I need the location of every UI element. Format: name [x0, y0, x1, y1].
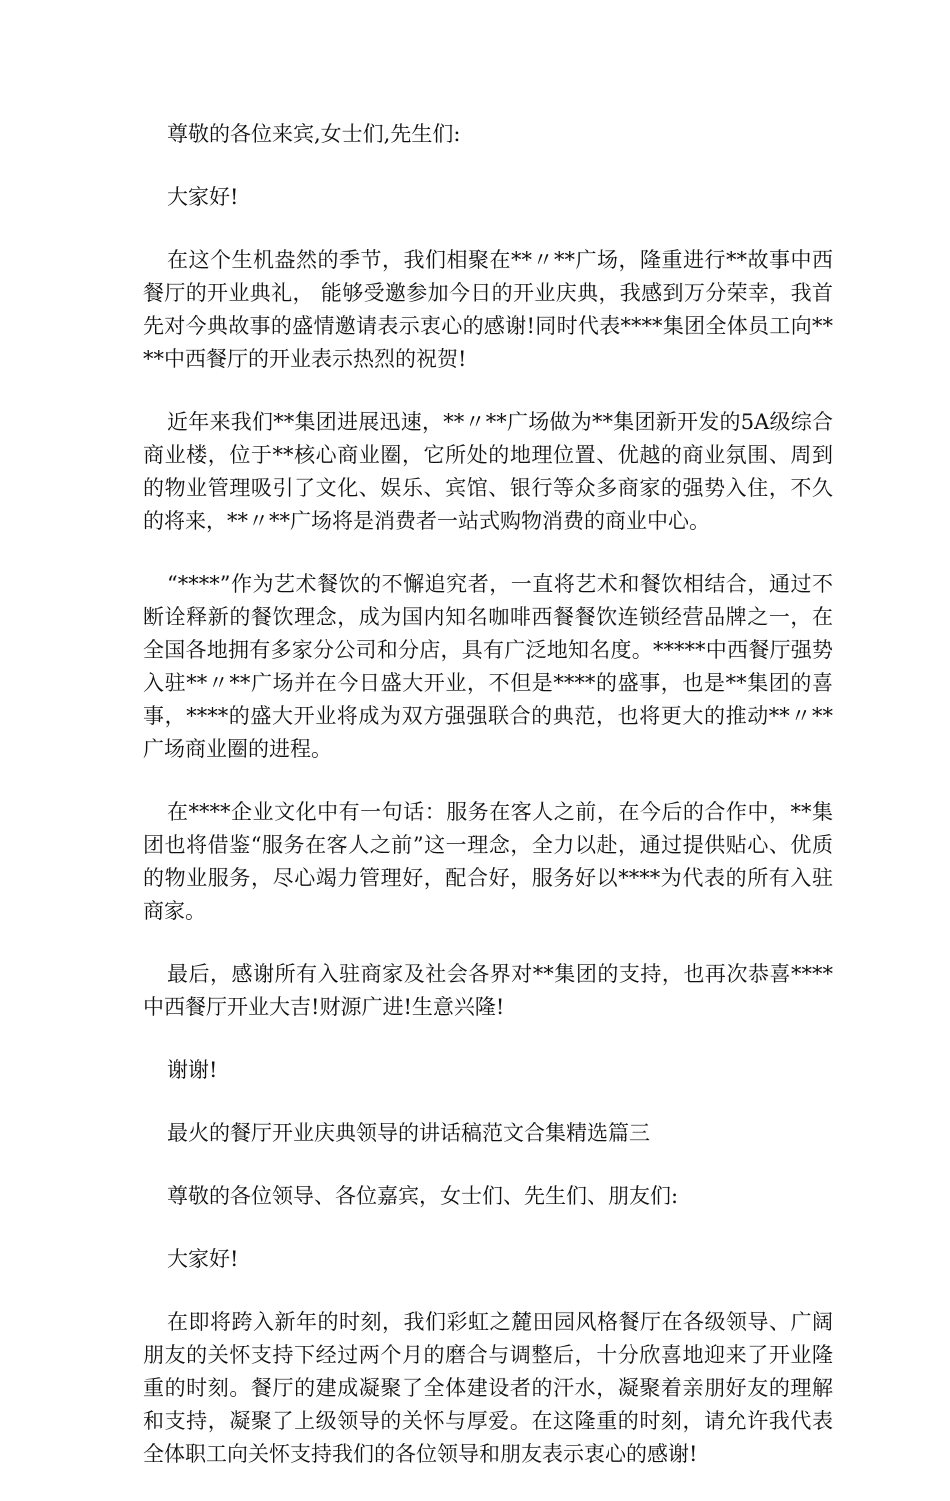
body-paragraph: 在****企业文化中有一句话：服务在客人之前，在今后的合作中，**集团也将借鉴“服务在客人之前”这一理念，全力以赴，通过提供贴心、优质的物业服务，尽心竭力管理好，配合好，服务好以****为代表的所有入驻商家。: [143, 800, 833, 923]
section-heading: 最火的餐厅开业庆典领导的讲话稿范文合集精选篇三: [167, 1121, 650, 1145]
body-paragraph: “****”作为艺术餐饮的不懈追究者，一直将艺术和餐饮相结合，通过不断诠释新的餐饮理念，成为国内知名咖啡西餐餐饮连锁经营品牌之一，在全国各地拥有多家分公司和分店，具有广泛地知名度。*****中西餐厅强势入驻**〃**广场并在今日盛大开业，不但是****的盛事，也是**集团的喜事，****的盛大开业将成为双方强强联合的典范，也将更大的推动**〃**广场商业圈的进程。: [143, 572, 833, 761]
greeting-line: 尊敬的各位来宾,女士们,先生们:: [167, 122, 461, 146]
salutation-line: 大家好!: [167, 1247, 239, 1271]
thanks-line: 谢谢!: [167, 1058, 218, 1082]
greeting-line: 尊敬的各位领导、各位嘉宾，女士们、先生们、朋友们:: [167, 1184, 679, 1208]
body-paragraph: 近年来我们**集团进展迅速，**〃**广场做为**集团新开发的5A级综合商业楼，位于**核心商业圈，它所处的地理位置、优越的商业氛围、周到的物业管理吸引了文化、娱乐、宾馆、银行等众多商家的强势入住，不久的将来，**〃**广场将是消费者一站式购物消费的商业中心。: [143, 410, 833, 533]
body-paragraph: 在这个生机盎然的季节，我们相聚在**〃**广场，隆重进行**故事中西餐厅的开业典礼， 能够受邀参加今日的开业庆典，我感到万分荣幸，我首先对今典故事的盛情邀请表示衷心的感谢!同时代表****集团全体员工向****中西餐厅的开业表示热烈的祝贺!: [143, 248, 833, 371]
document-body: [143, 118, 833, 1501]
body-paragraph: 最后，感谢所有入驻商家及社会各界对**集团的支持，也再次恭喜****中西餐厅开业大吉!财源广进!生意兴隆!: [143, 962, 833, 1019]
body-paragraph: 在即将跨入新年的时刻，我们彩虹之麓田园风格餐厅在各级领导、广阔朋友的关怀支持下经过两个月的磨合与调整后，十分欣喜地迎来了开业隆重的时刻。餐厅的建成凝聚了全体建设者的汗水，凝聚着亲朋好友的理解和支持，凝聚了上级领导的关怀与厚爱。在这隆重的时刻，请允许我代表全体职工向关怀支持我们的各位领导和朋友表示衷心的感谢!: [143, 1310, 833, 1466]
salutation-line: 大家好!: [167, 185, 239, 209]
